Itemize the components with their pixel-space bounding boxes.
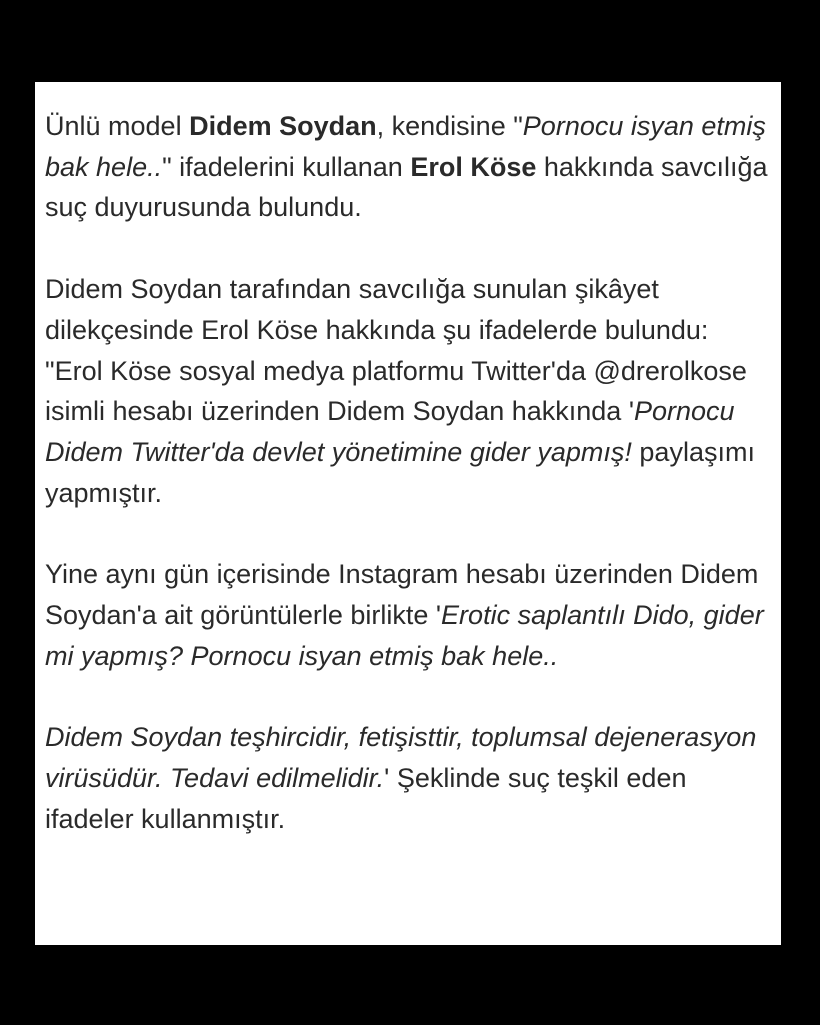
paragraph-3 xyxy=(45,554,773,676)
p4-quote: Didem Soydan teşhircidir, fetişisttir, toplumsal dejenerasyon virüsüdür. Tedavi edilmelidir. xyxy=(45,722,757,794)
p2-text-1: Didem Soydan tarafından savcılığa sunulan şikâyet dilekçesinde Erol Köse hakkında şu ifadelerde bulundu: "Erol Köse sosyal medya platformu Twitter'da @drerolkose isimli hesabı üzerinden Didem Soydan hakkında ' xyxy=(45,274,747,427)
p3-quote: Erotic saplantılı Dido, gider mi yapmış? Pornocu isyan etmiş bak hele.. xyxy=(45,600,764,671)
p2-quote: Pornocu Didem Twitter'da devlet yönetimine gider yapmış! xyxy=(45,396,735,467)
p1-text-1: Ünlü model xyxy=(45,111,190,141)
p1-quote: Pornocu isyan etmiş bak hele.. xyxy=(45,111,766,182)
p3-text-1: Yine aynı gün içerisinde Instagram hesabı üzerinden Didem Soydan'a ait görüntülerle birlikte ' xyxy=(45,559,759,631)
p1-text-3: " ifadelerini kullanan xyxy=(162,151,411,182)
p2-text-2: paylaşımı yapmıştır. xyxy=(45,436,755,508)
p1-text-2: , kendisine " xyxy=(376,111,523,141)
article-card xyxy=(35,82,781,945)
p4-text-1: ' Şeklinde suç teşkil eden ifadeler kullanmıştır. xyxy=(45,763,687,834)
paragraph-2 xyxy=(45,269,773,513)
p1-name-didem: Didem Soydan xyxy=(189,111,377,141)
paragraph-4 xyxy=(45,717,773,839)
p1-name-erol: Erol Köse xyxy=(410,151,537,182)
paragraph-1 xyxy=(45,106,773,228)
p1-text-4: hakkında savcılığa suç duyurusunda bulundu. xyxy=(45,151,768,223)
